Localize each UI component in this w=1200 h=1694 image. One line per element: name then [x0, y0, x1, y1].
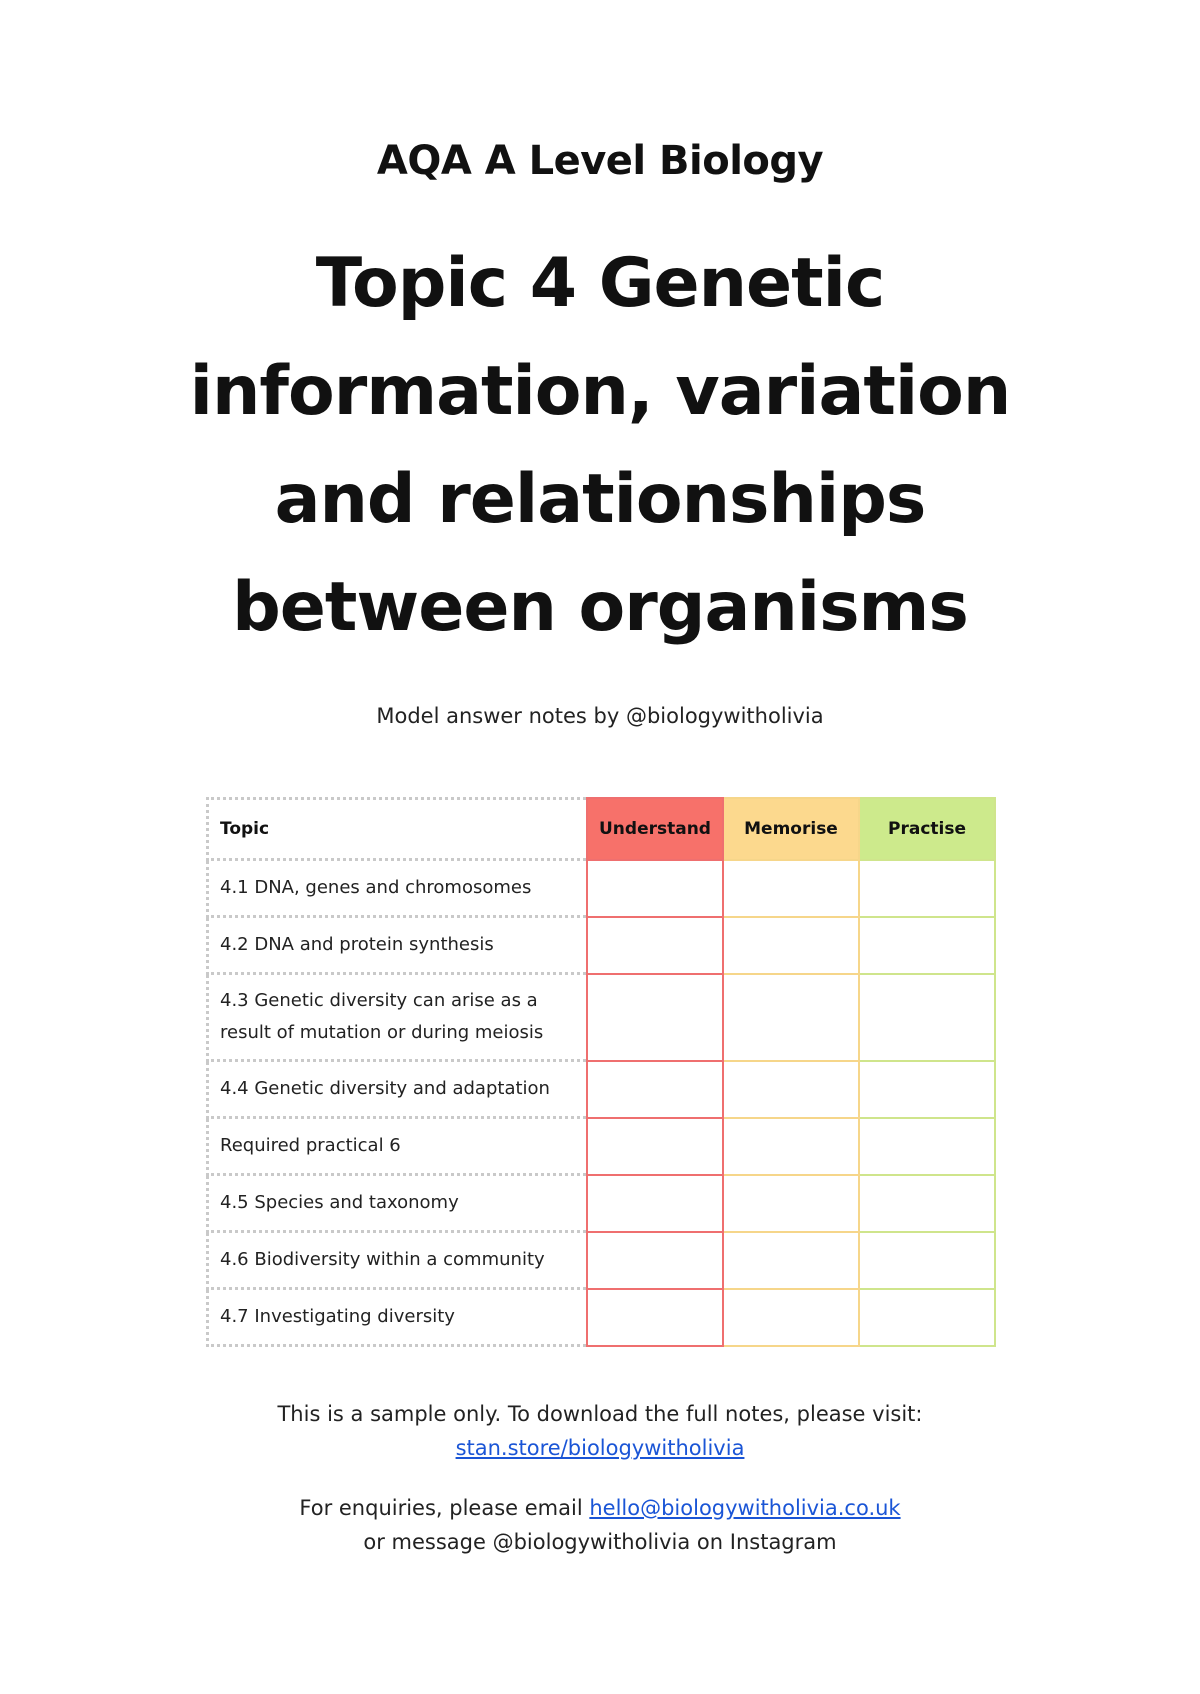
- column-header-practise: Practise: [860, 797, 996, 861]
- practise-checkbox-cell[interactable]: [860, 1176, 996, 1233]
- understand-checkbox-cell[interactable]: [586, 918, 724, 975]
- practise-checkbox-cell[interactable]: [860, 918, 996, 975]
- column-header-understand: Understand: [586, 797, 724, 861]
- table-header-row: [206, 797, 996, 861]
- topic-cell: 4.4 Genetic diversity and adaptation: [206, 1062, 586, 1119]
- practise-checkbox-cell[interactable]: [860, 1233, 996, 1290]
- topic-cell: 4.5 Species and taxonomy: [206, 1176, 586, 1233]
- progress-tracker-table: [206, 797, 996, 1347]
- practise-checkbox-cell[interactable]: [860, 1119, 996, 1176]
- memorise-checkbox-cell[interactable]: [724, 1062, 860, 1119]
- store-link[interactable]: stan.store/biologywitholivia: [455, 1436, 745, 1460]
- topic-cell: 4.3 Genetic diversity can arise as a result of mutation or during meiosis: [206, 975, 586, 1062]
- column-header-topic: Topic: [206, 797, 586, 861]
- understand-checkbox-cell[interactable]: [586, 1062, 724, 1119]
- byline: Model answer notes by @biologywitholivia: [376, 704, 824, 728]
- sample-notice: [0, 1397, 1200, 1465]
- page-title: [0, 230, 1200, 662]
- column-header-memorise: Memorise: [724, 797, 860, 861]
- email-line: [0, 1491, 1200, 1525]
- memorise-checkbox-cell[interactable]: [724, 861, 860, 918]
- table-row: [206, 1176, 996, 1233]
- memorise-checkbox-cell[interactable]: [724, 1290, 860, 1347]
- table-row: [206, 1290, 996, 1347]
- topic-cell: Required practical 6: [206, 1119, 586, 1176]
- understand-checkbox-cell[interactable]: [586, 1290, 724, 1347]
- title-line: information, variation: [189, 352, 1011, 431]
- understand-checkbox-cell[interactable]: [586, 1176, 724, 1233]
- title-line: between organisms: [232, 568, 968, 647]
- email-link[interactable]: hello@biologywitholivia.co.uk: [589, 1496, 901, 1520]
- sample-notice-text: This is a sample only. To download the full notes, please visit:: [277, 1402, 923, 1426]
- instagram-text: or message @biologywitholivia on Instagram: [363, 1530, 837, 1554]
- table-row: [206, 861, 996, 918]
- understand-checkbox-cell[interactable]: [586, 1119, 724, 1176]
- topic-cell: 4.6 Biodiversity within a community: [206, 1233, 586, 1290]
- memorise-checkbox-cell[interactable]: [724, 975, 860, 1062]
- subject-heading: AQA A Level Biology: [376, 138, 824, 184]
- table-row: [206, 975, 996, 1062]
- table-row: [206, 918, 996, 975]
- practise-checkbox-cell[interactable]: [860, 1062, 996, 1119]
- topic-cell: 4.1 DNA, genes and chromosomes: [206, 861, 586, 918]
- practise-checkbox-cell[interactable]: [860, 975, 996, 1062]
- title-line: and relationships: [274, 460, 926, 539]
- topic-cell: 4.7 Investigating diversity: [206, 1290, 586, 1347]
- table-row: [206, 1233, 996, 1290]
- understand-checkbox-cell[interactable]: [586, 1233, 724, 1290]
- understand-checkbox-cell[interactable]: [586, 861, 724, 918]
- topic-cell: 4.2 DNA and protein synthesis: [206, 918, 586, 975]
- title-line: Topic 4 Genetic: [315, 244, 885, 323]
- practise-checkbox-cell[interactable]: [860, 1290, 996, 1347]
- contact-notice: [0, 1491, 1200, 1559]
- table-row: [206, 1062, 996, 1119]
- practise-checkbox-cell[interactable]: [860, 861, 996, 918]
- memorise-checkbox-cell[interactable]: [724, 1176, 860, 1233]
- enquiry-text: For enquiries, please email: [299, 1496, 590, 1520]
- understand-checkbox-cell[interactable]: [586, 975, 724, 1062]
- memorise-checkbox-cell[interactable]: [724, 918, 860, 975]
- table-row: [206, 1119, 996, 1176]
- memorise-checkbox-cell[interactable]: [724, 1233, 860, 1290]
- memorise-checkbox-cell[interactable]: [724, 1119, 860, 1176]
